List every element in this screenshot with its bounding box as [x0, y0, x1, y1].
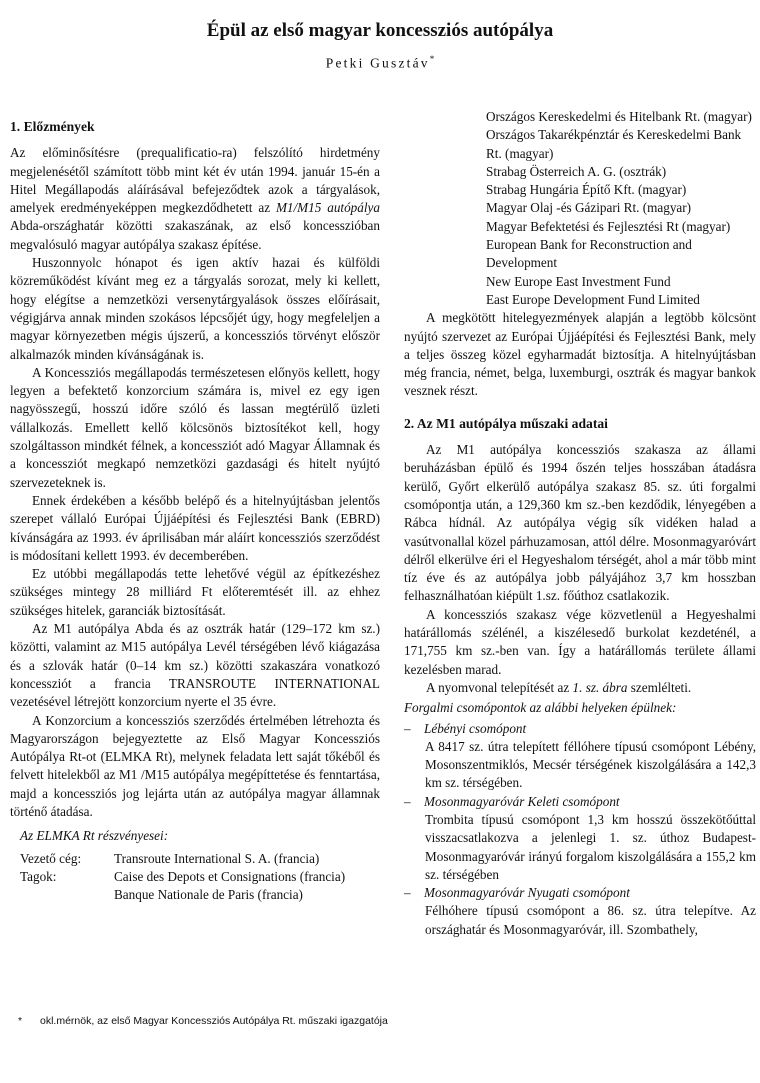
technical-paragraph-1: Az M1 autópálya koncessziós szakasza az állami beruházásban épülő és 1994 őszén teljes hosszában átadásra kerülő, Győrt elkerülő autópálya szakasz 85. sz. úti forgalmi csomópontja után, a 129,360 km sz.-ben kezdődik, lényegében a Rábca hídnál. Az autópálya végig sík vidéken halad a vasútvonallal közel párhuzamosan, attól délre. Mosonmagyaróvárt délről elkerülve éri el Hegyeshalom térségét, ahol a már több mint tíz éve és az autópálya jobb pályájához 3,7 km hosszban felhasználhatóan kiépült 1.sz. főúthoz csatlakozik.: [404, 442, 756, 604]
junction-name: – Mosonmagyaróvár Nyugati csomópont: [404, 885, 630, 901]
junction-description: Trombita típusú csomópont 1,3 km hosszú összekötőúttal visszacsatlakozva a jelenlegi 1. sz. úthoz Budapest-Mosonmagyaróvár irányú forgalom kiszolgálására a 155,2 km sz. térségében: [425, 811, 756, 882]
junction-description: Félhóhere típusú csomópont a 86. sz. útra telepítve. Az országhatár és Mosonmagyaróvár, ill. Szombathely,: [425, 903, 756, 937]
list-item: Országos Kereskedelmi és Hitelbank Rt. (magyar): [486, 109, 752, 124]
shareholder-row-member: [10, 886, 380, 904]
paragraph-1: Az előminősítésre (prequalificatio-ra) felszólító hirdetmény megjelenésétől számított több mint két év után 1994. január 15-én a Hitel Megállapodás aláírásával befejeződtek azok a tárgyalások, amelyek eredményeképpen megkezdődhetett az M1/M15 autópálya Abda-országhatár közötti szakaszának, az első koncesszióban megvalósuló magyar autópálya szakasz építése.: [10, 145, 380, 252]
shareholder-list: [486, 108, 756, 309]
figure-reference: 1. sz. ábra: [572, 679, 628, 695]
shareholder-role: Vezető cég:: [20, 850, 82, 866]
section-heading-1: 1. Előzmények: [10, 119, 95, 134]
list-item: East Europe Development Fund Limited: [486, 291, 700, 307]
section-heading-2: 2. Az M1 autópálya műszaki adatai: [404, 415, 608, 431]
author-line: [0, 54, 760, 72]
list-item: European Bank for Reconstruction and Development: [486, 237, 692, 271]
shareholder-row-member: [10, 868, 380, 886]
list-item: Strabag Hungária Építő Kft. (magyar): [486, 182, 687, 198]
junction-name: – Lébényi csomópont: [404, 720, 527, 736]
author-name: Petki Gusztáv: [325, 55, 430, 71]
paragraph-4: Ennek érdekében a később belépő és a hitelnyújtásban jelentős szerepet vállaló Európai Újjáépítési és Fejlesztési Bank (EBRD) kívánságára az 1993. év áprilisában már aláírt koncessziós szerződést is módosítani kellett 1993. év decemberében.: [10, 492, 380, 563]
left-column: [10, 118, 380, 904]
footnote-text: okl.mérnök, az első Magyar Koncessziós Autópálya Rt. műszaki igazgatója: [40, 1015, 388, 1027]
paragraph-2: Huszonnyolc hónapot és igen aktív hazai és külföldi közreműködést kívánt meg ez a tárgyalás sorozat, mely ki kellett, hogy elégítse a nemzetközi versenytárgyalások összes előírásait, végigjárva annak minden szokásos lépcsőjét úgy, hogy megfeleljen a magyar környezetben mégis újszerű, a koncessziós törvényt először alkalmazók minden kívánságának is.: [10, 255, 380, 362]
page-title: Épül az első magyar koncessziós autópálya: [206, 20, 554, 41]
paragraph-3: A Koncessziós megállapodás természetesen előnyös kellett, hogy legyen a befektető konzorcium számára is, mivel ez egy igen nagyösszegű, hosszú időre szóló és lassan megtérülő üzleti vállalkozás. Emellett kellő kölcsönös biztosítékot kell, hogy szolgáltasson mindkét félnek, a koncessziót adó Magyar Államnak és a koncessziót megkapó nemzetközi gazdasági és hitelt nyújtó szervezeteknek is.: [10, 364, 380, 490]
list-item: New Europe East Investment Fund: [486, 273, 671, 289]
paragraph-6: Az M1 autópálya Abda és az osztrák határ (129–172 km sz.) közötti, valamint az M15 autópálya Levél térségében lévő kiágazása és a szlovák határ (0–14 km sz.) közötti szakaszára vonatkozó koncessziót a francia TRANSROUTE INTERNATIONAL vezetésével létrejött konzorcium nyerte el 35 évre.: [10, 621, 380, 710]
junctions-heading: Forgalmi csomópontok az alábbi helyeken épülnek:: [404, 700, 677, 716]
list-item: Magyar Olaj -és Gázipari Rt. (magyar): [486, 200, 692, 216]
technical-paragraph-3: A nyomvonal telepítését az 1. sz. ábra szemlélteti.: [426, 679, 692, 695]
shareholder-company: Banque Nationale de Paris (francia): [114, 887, 303, 903]
junction-name: – Mosonmagyaróvár Keleti csomópont: [404, 793, 620, 809]
shareholder-role: Tagok:: [20, 868, 57, 884]
technical-paragraph-2: A koncessziós szakasz vége közvetlenül a Hegyeshalmi határállomás szélénél, a kiszélesedő burkolat kezdeténél, a 171,755 km sz.-ben van. Így a határállomás területe állami kezelésben marad.: [404, 606, 756, 677]
list-item: Magyar Befektetési és Fejlesztési Rt (magyar): [486, 218, 731, 234]
shareholder-row-lead: [10, 850, 380, 868]
junction-description: A 8417 sz. útra telepített féllóhere típusú csomópont Lébény, Mosonszentmiklós, Mecsér térségének kiszolgálására a 142,3 km sz. térségében.: [425, 738, 756, 791]
shareholder-company: Caise des Depots et Consignations (francia): [114, 868, 346, 884]
credit-paragraph: A megkötött hitelegyezmények alapján a legtöbb kölcsönt nyújtó szervezet az Európai Újjáépítési és Fejlesztési Bank, mely a teljes összeg közel egyharmadát biztosítja. A hitelnyújtásban még francia, német, belga, luxemburgi, osztrák és magyar bankok vesznek részt.: [404, 310, 756, 399]
paragraph-5: Ez utóbbi megállapodás tette lehetővé végül az építkezéshez szükséges mintegy 28 milliárd Ft előteremtését ill. az ehhez szükséges hitelek, garanciák biztosítását.: [10, 566, 380, 618]
right-column: [404, 108, 756, 939]
paragraph-7: A Konzorcium a koncessziós szerződés értelmében létrehozta és Magyarországon bejegyeztette az Első Magyar Koncessziós Autópálya Rt-ot (ELMKA Rt), melynek feladata lett saját tőkéből és felvett hitelekből az M1 /M15 autópálya megépíttetése és fenntartása, majd a koncessziós jog lejárta után az autópálya magyar államnak történő átadása.: [10, 712, 380, 819]
shareholder-company: Transroute International S. A. (francia): [114, 850, 320, 866]
footnote-mark: *: [18, 1015, 23, 1027]
shareholders-heading: Az ELMKA Rt részvényesei:: [20, 828, 169, 844]
author-footnote-mark: *: [429, 54, 435, 64]
list-item: Strabag Österreich A. G. (osztrák): [486, 163, 667, 179]
list-item: Országos Takarékpénztár és Kereskedelmi Bank Rt. (magyar): [486, 127, 742, 161]
footnote: [18, 1015, 748, 1027]
highway-name-emphasis: M1/M15 autópálya: [275, 200, 380, 216]
